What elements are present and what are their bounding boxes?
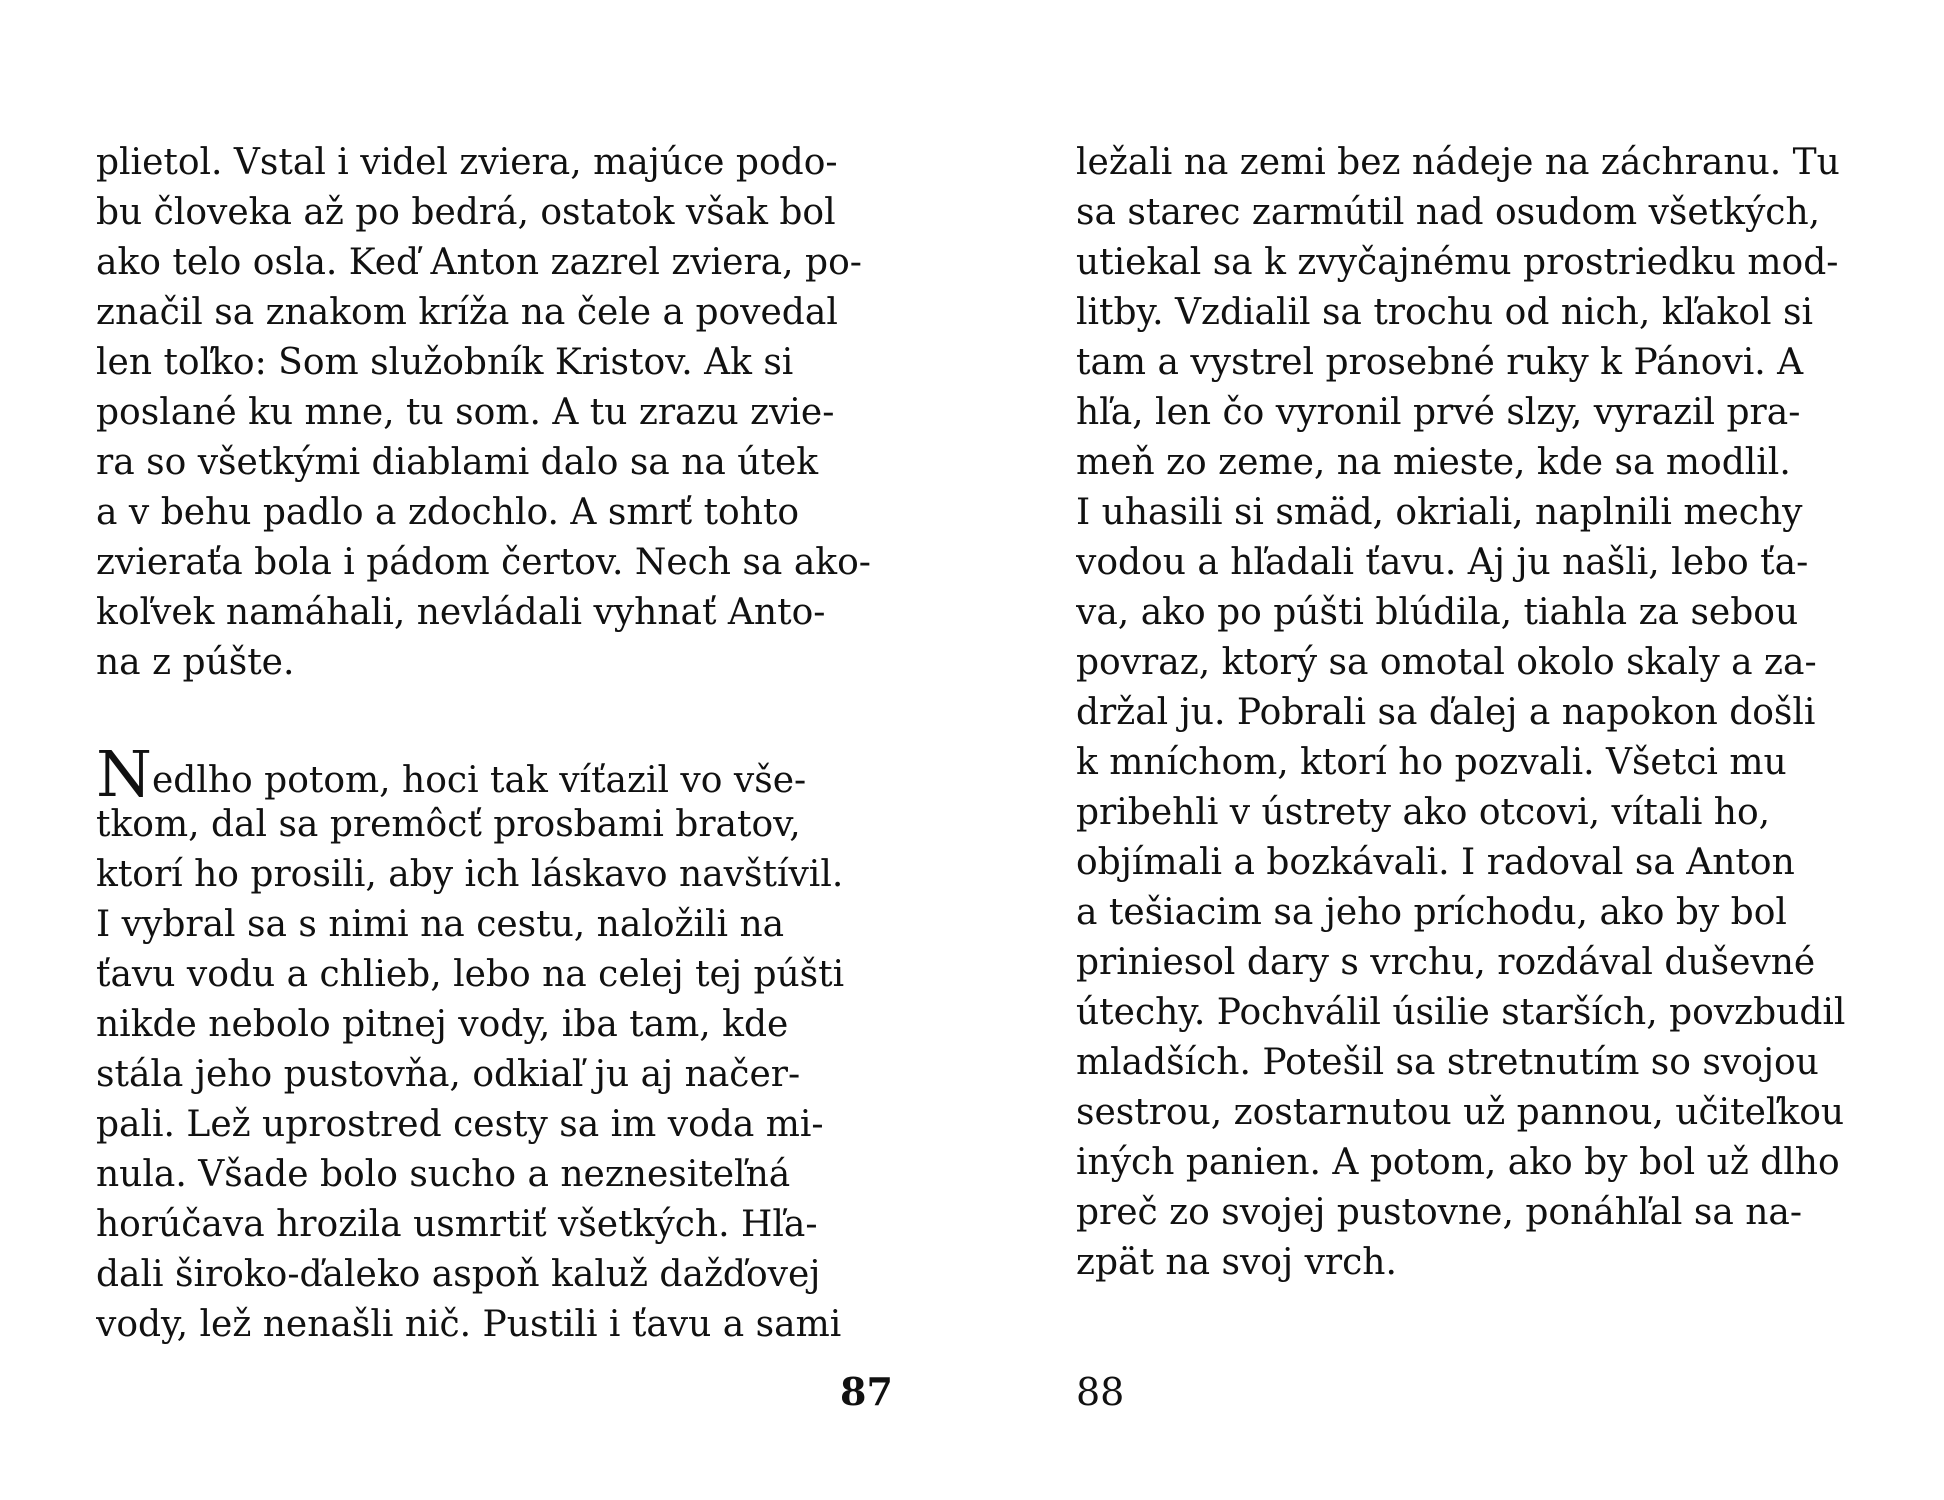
text-line: hľa, len čo vyronil prvé slzy, vyrazil pra- bbox=[1076, 392, 1801, 433]
text-line: vody, lež nenašli nič. Pustili i ťavu a sami bbox=[96, 1304, 842, 1345]
text-line: utiekal sa k zvyčajnému prostriedku mod- bbox=[1076, 242, 1839, 283]
text-line: priniesol dary s vrchu, rozdával duševné bbox=[1076, 942, 1816, 983]
paragraph-gap bbox=[96, 688, 918, 750]
text-line: ra so všetkými diablami dalo sa na útek bbox=[96, 442, 819, 483]
text-line: nula. Všade bolo sucho a neznesiteľná bbox=[96, 1154, 791, 1195]
text-line: a tešiacim sa jeho príchodu, ako by bol bbox=[1076, 892, 1787, 933]
text-line: litby. Vzdialil sa trochu od nich, kľakol si bbox=[1076, 292, 1813, 333]
left-page bbox=[96, 138, 918, 1350]
text-line: len toľko: Som služobník Kristov. Ak si bbox=[96, 342, 794, 383]
text-line: vodou a hľadali ťavu. Aj ju našli, lebo ťa- bbox=[1076, 542, 1809, 583]
text-line: pali. Lež uprostred cesty sa im voda mi- bbox=[96, 1104, 824, 1145]
text-line: ako telo osla. Keď Anton zazrel zviera, po- bbox=[96, 242, 862, 283]
text-line: objímali a bozkávali. I radoval sa Anton bbox=[1076, 842, 1795, 883]
text-line: bu človeka až po bedrá, ostatok však bol bbox=[96, 192, 836, 233]
text-line: útechy. Pochválil úsilie starších, povzbudil bbox=[1076, 992, 1846, 1033]
text-line: tam a vystrel prosebné ruky k Pánovi. A bbox=[1076, 342, 1804, 383]
text-line: zvieraťa bola i pádom čertov. Nech sa ako- bbox=[96, 542, 871, 583]
text-line: sestrou, zostarnutou už pannou, učiteľkou bbox=[1076, 1092, 1845, 1133]
text-line: držal ju. Pobrali sa ďalej a napokon došli bbox=[1076, 692, 1816, 733]
text-line: preč zo svojej pustovne, ponáhľal sa na- bbox=[1076, 1192, 1803, 1233]
text-line: I uhasili si smäd, okriali, naplnili mechy bbox=[1076, 492, 1803, 533]
text-line: va, ako po púšti blúdila, tiahla za sebou bbox=[1076, 592, 1799, 633]
text-line: značil sa znakom kríža na čele a povedal bbox=[96, 292, 838, 333]
text-line: ležali na zemi bez nádeje na záchranu. Tu bbox=[1076, 142, 1840, 183]
text-line: meň zo zeme, na mieste, kde sa modlil. bbox=[1076, 442, 1791, 483]
drop-cap: N bbox=[96, 750, 152, 800]
text-line: mladších. Potešil sa stretnutím so svojou bbox=[1076, 1042, 1819, 1083]
first-line-rest: edlho potom, hoci tak víťazil vo vše- bbox=[152, 760, 807, 800]
page-number-right: 88 bbox=[1076, 1370, 1125, 1414]
text-line: koľvek namáhali, nevládali vyhnať Anto- bbox=[96, 592, 826, 633]
text-line: poslané ku mne, tu som. A tu zrazu zvie- bbox=[96, 392, 835, 433]
text-line: zpät na svoj vrch. bbox=[1076, 1242, 1397, 1283]
left-paragraph-2 bbox=[96, 750, 918, 1350]
text-line: nikde nebolo pitnej vody, iba tam, kde bbox=[96, 1004, 789, 1045]
text-line: horúčava hrozila usmrtiť všetkých. Hľa- bbox=[96, 1204, 818, 1245]
text-line: a v behu padlo a zdochlo. A smrť tohto bbox=[96, 492, 800, 533]
text-line: stála jeho pustovňa, odkiaľ ju aj načer- bbox=[96, 1054, 801, 1095]
text-line: ťavu vodu a chlieb, lebo na celej tej púšti bbox=[96, 954, 845, 995]
text-line: ktorí ho prosili, aby ich láskavo navštívil. bbox=[96, 854, 844, 895]
left-paragraph-1 bbox=[96, 138, 918, 688]
text-line: povraz, ktorý sa omotal okolo skaly a za- bbox=[1076, 642, 1817, 683]
text-line: dali široko-ďaleko aspoň kaluž dažďovej bbox=[96, 1254, 821, 1295]
text-line: tkom, dal sa premôcť prosbami bratov, bbox=[96, 804, 801, 845]
text-line: plietol. Vstal i videl zviera, majúce podo- bbox=[96, 142, 838, 183]
text-line: k mníchom, ktorí ho pozvali. Všetci mu bbox=[1076, 742, 1787, 783]
text-line: sa starec zarmútil nad osudom všetkých, bbox=[1076, 192, 1821, 233]
page-number-left: 87 bbox=[840, 1369, 893, 1414]
text-line: iných panien. A potom, ako by bol už dlho bbox=[1076, 1142, 1840, 1183]
text-line: pribehli v ústrety ako otcovi, vítali ho, bbox=[1076, 792, 1771, 833]
text-line-first bbox=[96, 750, 918, 800]
right-page bbox=[1076, 138, 1898, 1288]
text-line: na z púšte. bbox=[96, 642, 295, 683]
text-line: I vybral sa s nimi na cestu, naložili na bbox=[96, 904, 785, 945]
